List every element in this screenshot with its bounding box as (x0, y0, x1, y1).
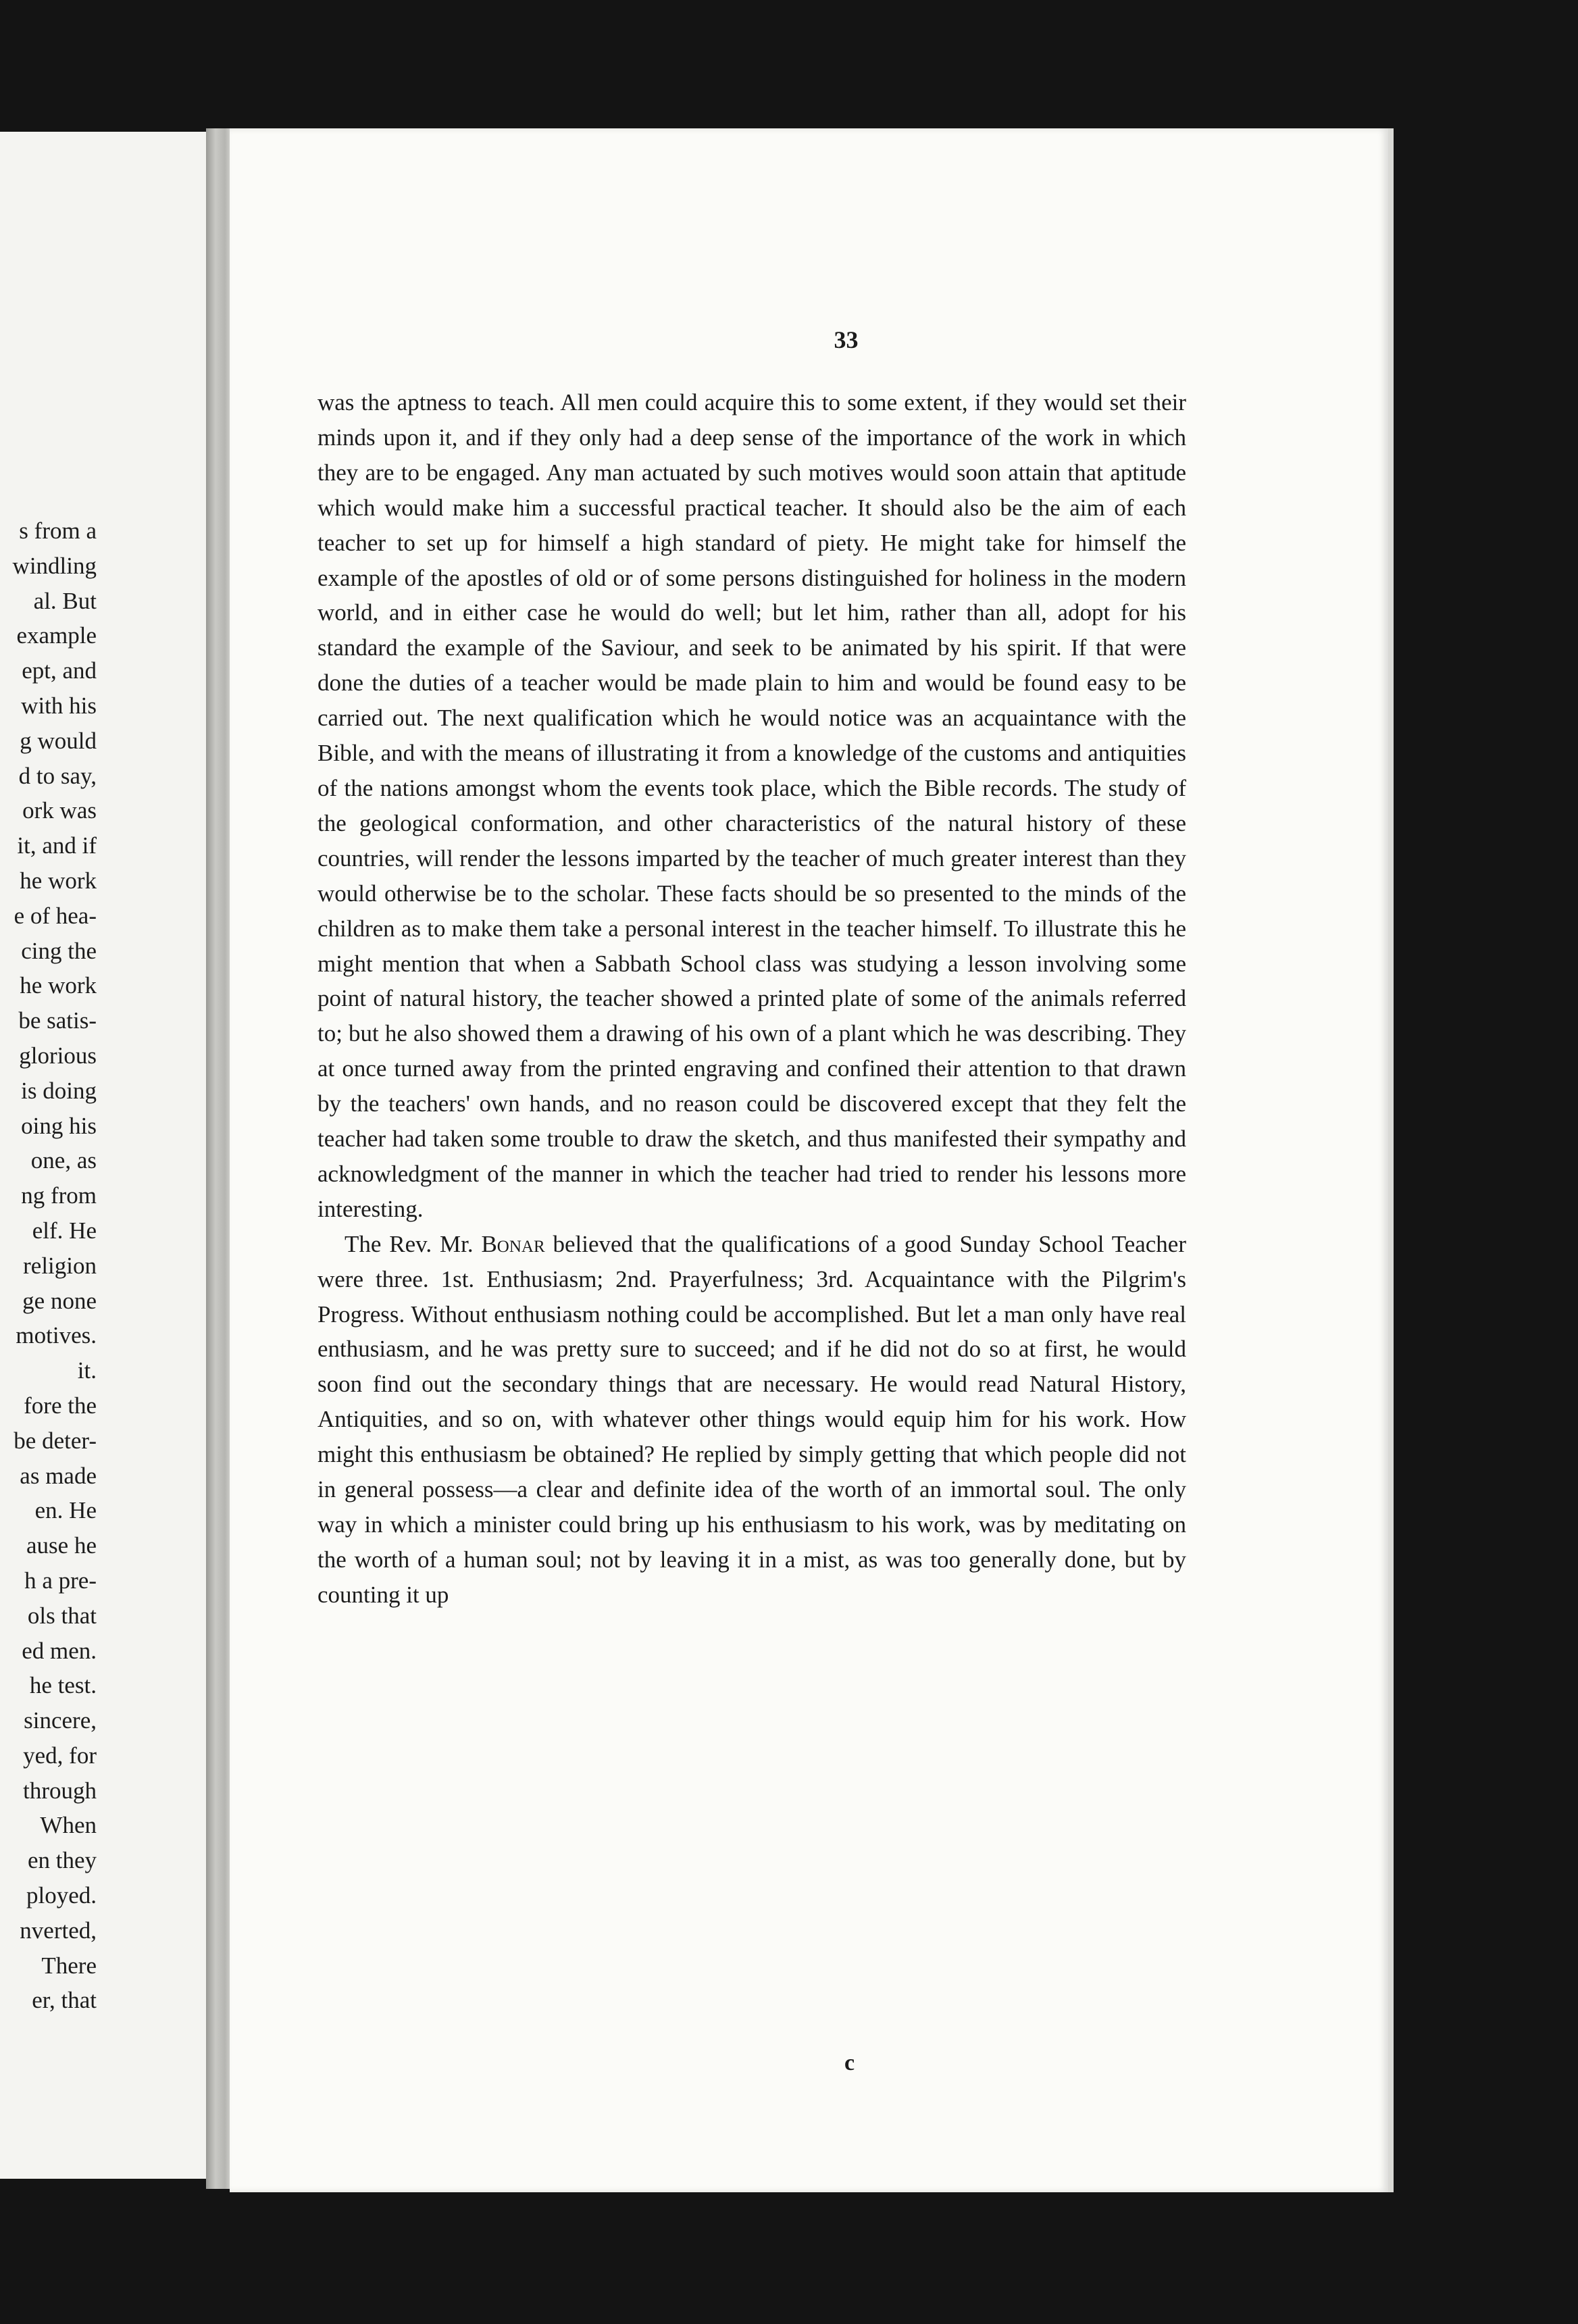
fragment-line: one, as (30, 1147, 97, 1174)
fragment-line: sincere, (24, 1707, 97, 1734)
fragment-line: motives. (16, 1322, 97, 1349)
fragment-line: ed men. (22, 1637, 97, 1664)
fragment-line: glorious (19, 1042, 97, 1069)
fragment-line: ge none (22, 1287, 97, 1314)
previous-page-fragment (0, 132, 215, 2179)
fragment-line: g would (20, 727, 97, 754)
previous-page-text (0, 513, 97, 2018)
fragment-line: d to say, (18, 762, 97, 789)
fragment-line: s from a (19, 517, 97, 544)
fragment-line: ols that (27, 1602, 97, 1629)
fragment-line: it, and if (17, 832, 97, 859)
fragment-line: ployed. (26, 1882, 97, 1909)
fragment-line: windling (12, 552, 97, 579)
fragment-line: he work (20, 867, 97, 894)
book-gutter (206, 128, 233, 2189)
fragment-line: through (23, 1777, 97, 1804)
fragment-line: religion (23, 1252, 97, 1279)
fragment-line: example (16, 622, 97, 649)
fragment-line: is doing (21, 1077, 97, 1104)
fragment-line: be satis- (18, 1007, 97, 1034)
fragment-line: en. He (34, 1497, 97, 1524)
current-page (230, 128, 1394, 2192)
fragment-line: ng from (21, 1182, 97, 1209)
paragraph-2-lead: The Rev. Mr. (345, 1230, 482, 1257)
fragment-line: ause he (26, 1532, 97, 1559)
fragment-line: elf. He (32, 1217, 97, 1244)
fragment-line: he work (20, 972, 97, 999)
signature-mark: c (844, 2050, 855, 2075)
fragment-line: e of hea- (14, 902, 97, 929)
fragment-line: yed, for (23, 1742, 97, 1769)
fragment-line: as made (20, 1462, 97, 1489)
fragment-line: it. (77, 1357, 97, 1384)
fragment-line: cing the (21, 937, 97, 964)
fragment-line: al. But (33, 587, 97, 614)
page-number: 33 (834, 326, 859, 353)
fragment-line: ept, and (22, 657, 97, 684)
paragraph-1: was the aptness to teach. All men could acquire this to some extent, if they would set their minds upon it, and if they only had a deep sense of the importance of the work in which they are to be engaged. Any man actuated by such motives would soon attain that aptitude which would make him a successful practical teacher. It should also be the aim of each teacher to set up for himself a high standard of piety. He might take for himself the example of the apostles of old or of some persons distinguished for holiness in the modern world, and in either case he would do well; but let him, rather than all, adopt for his standard the example of the Saviour, and seek to be animated by his spirit. If that were done the duties of a teacher would be made plain to him and would be found easy to be carried out. The next qualification which he would notice was an acquaintance with the Bible, and with the means of illustrating it from a knowledge of the customs and antiquities of the nations amongst whom the events took place, which the Bible records. The study of the geological conformation, and other characteristics of the natural history of these countries, will render the lessons imparted by the teacher of much greater interest than they would otherwise be to the scholar. These facts should be so presented to the minds of the children as to make them take a personal interest in the teacher himself. To illustrate this he might mention that when a Sabbath School class was studying a lesson involving some point of natural history, the teacher showed a printed plate of some of the animals referred to; but he also showed them a drawing of his own of a plant which he was describing. They at once turned away from the printed engraving and confined their attention to that drawn by the teachers' own hands, and no reason could be discovered except that they felt the teacher had taken some trouble to draw the sketch, and thus manifested their sympathy and acknowledgment of the manner in which the teacher had tried to render his lessons more interesting. (317, 389, 1186, 1222)
page-body (317, 385, 1186, 1613)
fragment-line: ork was (22, 797, 97, 824)
fragment-line: h a pre- (24, 1567, 97, 1594)
fragment-line: with his (21, 692, 97, 719)
fragment-line: en they (27, 1847, 97, 1874)
fragment-line: When (40, 1812, 97, 1839)
paragraph-2-rest: believed that the qualifications of a good Sunday School Teacher were three. 1st. Enthusiasm; 2nd. Prayerfulness; 3rd. Acquaintance with the Pilgrim's Progress. Without enthusiasm nothing could be accomplished. But let a man only have real enthusiasm, and he was pretty sure to succeed; and if he did not do so at first, he would soon find out the secondary things that are necessary. He would read Natural History, Antiquities, and so on, with whatever other things would equip him for his work. How might this enthusiasm be obtained? He replied by simply getting that which people did not in general possess—a clear and definite idea of the worth of an immortal soul. The only way in which a minister could bring up his enthusiasm to his work, was by meditating on the worth of a human soul; not by leaving it in a mist, as was too generally done, but by counting it up (317, 1230, 1186, 1608)
fragment-line: nverted, (20, 1917, 97, 1944)
fragment-line: oing his (21, 1112, 97, 1139)
paragraph-2 (317, 1227, 1186, 1613)
fragment-line: There (41, 1952, 97, 1979)
fragment-line: be deter- (14, 1427, 97, 1454)
fragment-line: er, that (32, 1987, 97, 2014)
fragment-line: fore the (24, 1392, 97, 1419)
speaker-name: Bonar (481, 1230, 545, 1257)
fragment-line: he test. (29, 1672, 97, 1699)
